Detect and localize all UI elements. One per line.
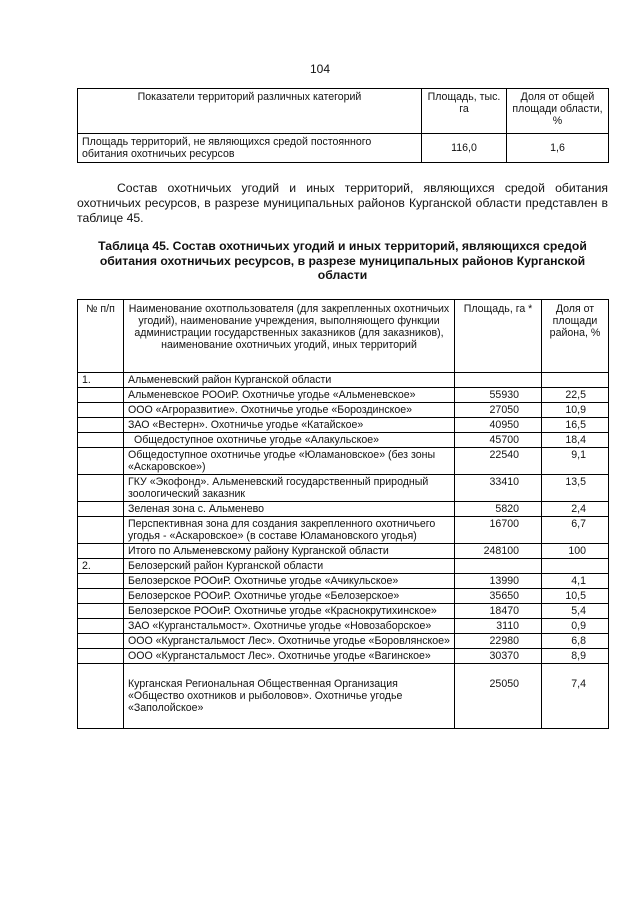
table-row [78,634,609,649]
row-name: ООО «Агроразвитие». Охотничье угодье «Бороздинское» [124,403,455,418]
row-num [78,388,124,403]
row-area: 27050 [455,403,542,418]
table-row [78,418,609,433]
row-num [78,544,124,559]
row-area: 248100 [455,544,542,559]
row-num [78,589,124,604]
row-name: Общедоступное охотничье угодье «Юламановское» (без зоны «Аскаровское») [124,448,455,475]
table-row [78,403,609,418]
main-table-header [78,300,609,373]
page-number: 104 [309,62,331,76]
row-share: 8,9 [542,649,609,664]
row-num [78,403,124,418]
row-share: 5,4 [542,604,609,619]
section-share [542,559,609,574]
row-share: 0,9 [542,619,609,634]
row-area: 22980 [455,634,542,649]
row-num [78,517,124,544]
header-share: Доля от общей площади области, % [507,89,609,134]
row-share: 9,1 [542,448,609,475]
row-share: 10,5 [542,589,609,604]
section-area [455,559,542,574]
row-name: Площадь территорий, не являющихся средой постоянного обитания охотничьих ресурсов [78,134,422,163]
row-share: 1,6 [507,134,609,163]
table-row [78,517,609,544]
row-share: 16,5 [542,418,609,433]
row-area: 40950 [455,418,542,433]
row-area: 116,0 [422,134,507,163]
row-num [78,433,124,448]
table-row [78,502,609,517]
row-area: 18470 [455,604,542,619]
table-row [78,664,609,729]
row-area: 16700 [455,517,542,544]
row-area: 55930 [455,388,542,403]
table-row [78,544,609,559]
table-row [78,475,609,502]
row-num [78,619,124,634]
row-name: ЗАО «Курганстальмост». Охотничье угодье «Новозаборское» [124,619,455,634]
section-num: 2. [78,559,124,574]
row-share: 4,1 [542,574,609,589]
main-table-body [78,373,609,729]
section-title: Белозерский район Курганской области [124,559,455,574]
header-area: Площадь, га * [455,300,542,373]
row-name: ООО «Курганстальмост Лес». Охотничье угодье «Боровлянское» [124,634,455,649]
row-name: Белозерское РООиР. Охотничье угодье «Ачикульское» [124,574,455,589]
row-num [78,604,124,619]
table-row [78,574,609,589]
header-share: Доля от площади района, % [542,300,609,373]
section-title: Альменевский район Курганской области [124,373,455,388]
row-name: Перспективная зона для создания закрепленного охотничьего угодья - «Аскаровское» (в составе Юламановского угодья) [124,517,455,544]
row-num [78,634,124,649]
table-row [78,134,609,163]
row-area: 3110 [455,619,542,634]
row-name: Белозерское РООиР. Охотничье угодье «Белозерское» [124,589,455,604]
table-row [78,604,609,619]
row-name: Итого по Альменевскому району Курганской области [124,544,455,559]
row-area: 13990 [455,574,542,589]
row-num [78,448,124,475]
summary-table [77,88,609,163]
table-row [78,433,609,448]
row-num [78,418,124,433]
row-num [78,502,124,517]
row-name: ГКУ «Экофонд». Альменевский государственный природный зоологический заказник [124,475,455,502]
row-area: 22540 [455,448,542,475]
row-share: 7,4 [542,664,609,729]
row-area: 25050 [455,664,542,729]
row-share: 6,7 [542,517,609,544]
row-name: Белозерское РООиР. Охотничье угодье «Краснокрутихинское» [124,604,455,619]
row-area: 45700 [455,433,542,448]
header-category: Показатели территорий различных категорий [78,89,422,134]
table-row [78,619,609,634]
row-area: 5820 [455,502,542,517]
row-name: Курганская Региональная Общественная Организация «Общество охотников и рыболовов». Охотничье угодье «Заполойское» [124,664,455,729]
row-share: 10,9 [542,403,609,418]
row-share: 100 [542,544,609,559]
table-row [78,649,609,664]
header-num: № п/п [78,300,124,373]
section-row [78,559,609,574]
row-area: 30370 [455,649,542,664]
row-share: 13,5 [542,475,609,502]
section-share [542,373,609,388]
row-area: 33410 [455,475,542,502]
section-area [455,373,542,388]
row-area: 35650 [455,589,542,604]
main-table [77,299,609,729]
row-share: 22,5 [542,388,609,403]
row-share: 18,4 [542,433,609,448]
row-name: Альменевское РООиР. Охотничье угодье «Альменевское» [124,388,455,403]
row-share: 6,8 [542,634,609,649]
row-share: 2,4 [542,502,609,517]
table-row [78,589,609,604]
header-area: Площадь, тыс. га [422,89,507,134]
row-name: Зеленая зона с. Альменево [124,502,455,517]
table-row [78,388,609,403]
section-num: 1. [78,373,124,388]
table-title: Таблица 45. Состав охотничьих угодий и иных территорий, являющихся средой обитания охотничьих ресурсов, в разрезе муниципальных районов Курганской области [98,239,587,282]
row-name: ЗАО «Вестерн». Охотничье угодье «Катайское» [124,418,455,433]
row-num [78,664,124,729]
intro-paragraph: Состав охотничьих угодий и иных территорий, являющихся средой обитания охотничьих ресурсов, в разрезе муниципальных районов Курганской области представлен в таблице 45. [77,181,608,225]
summary-table-header [78,89,609,134]
section-row [78,373,609,388]
row-num [78,475,124,502]
table-row [78,448,609,475]
row-num [78,649,124,664]
header-name: Наименование охотпользователя (для закрепленных охотничьих угодий), наименование учреждения, выполняющего функции администрации государственных заказников (для заказников), наименование охотничьих угодий, иных территорий [124,300,455,373]
row-name: Общедоступное охотничье угодье «Алакульское» [124,433,455,448]
row-num [78,574,124,589]
row-name: ООО «Курганстальмост Лес». Охотничье угодье «Вагинское» [124,649,455,664]
